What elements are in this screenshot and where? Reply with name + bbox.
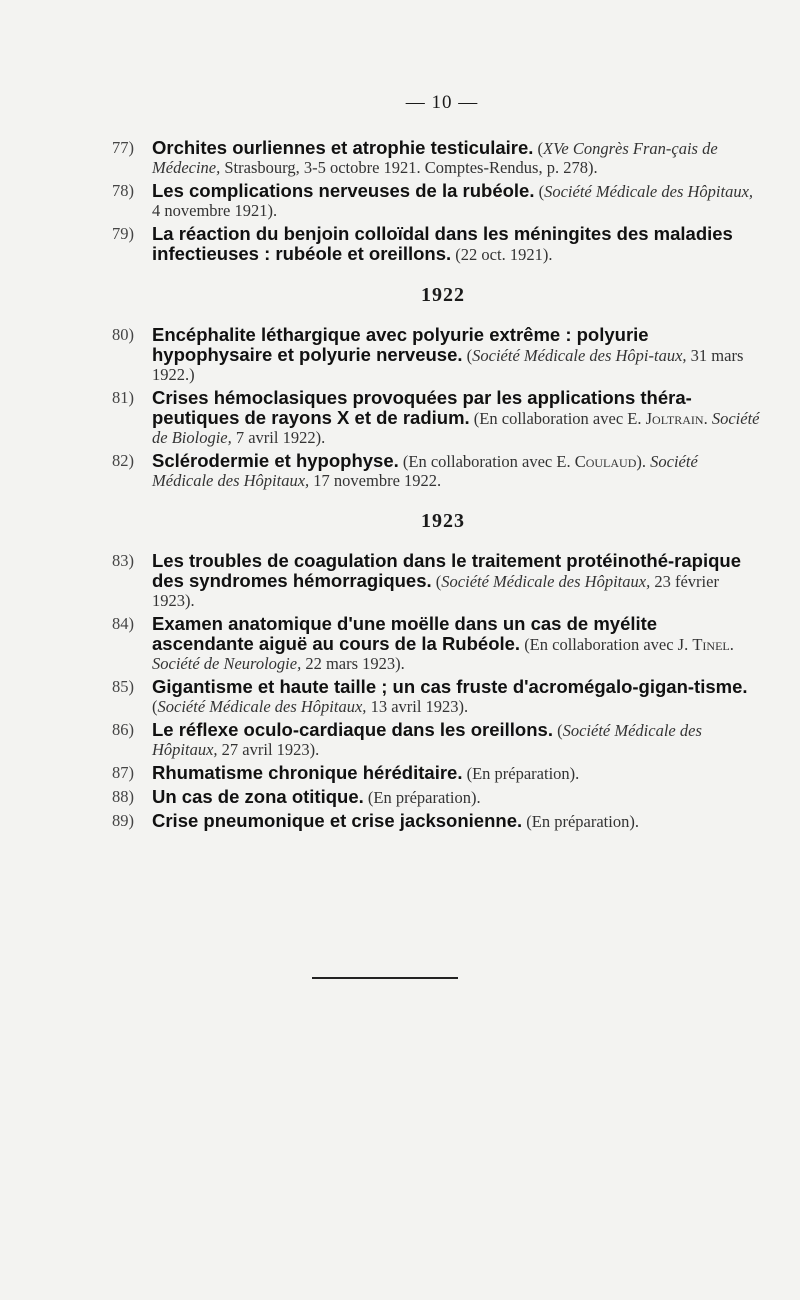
bibliography-entry — [112, 811, 762, 831]
ref-text: ( — [152, 697, 158, 716]
ref-date: 27 avril 1923). — [217, 740, 320, 759]
ref-date: 22 mars 1923). — [301, 654, 405, 673]
entry-number: 86) — [112, 720, 134, 739]
bibliography-entry — [112, 787, 762, 807]
entry-number: 79) — [112, 224, 134, 243]
ref-date: 13 avril 1923). — [366, 697, 469, 716]
ref-journal: Société Médicale des Hôpitaux, — [544, 182, 754, 201]
ref-text: (En collaboration avec J. — [520, 635, 693, 654]
ref-date: 23 février 1923). — [152, 572, 719, 610]
ref-author: Tinel. — [692, 635, 734, 654]
entry-number: 80) — [112, 325, 134, 344]
entry-number: 85) — [112, 677, 134, 696]
entry-title: Crises hémoclasiques provoquées par les applications théra-peutiques de rayons X et de radium. — [152, 387, 692, 428]
entry-reference — [152, 697, 468, 716]
ref-journal: Société Médicale des Hôpitaux, — [152, 452, 698, 490]
bibliography-entry — [112, 763, 762, 783]
page-number: — 10 — — [405, 92, 479, 113]
ref-journal: Société Médicale des Hôpi-taux, — [472, 346, 687, 365]
ref-journal: Société Médicale des Hôpitaux, — [441, 572, 651, 591]
entry-number: 84) — [112, 614, 134, 633]
ref-text: ( — [533, 139, 544, 158]
ref-journal: Société de Biologie, — [152, 409, 760, 447]
ref-text: ( — [462, 346, 473, 365]
bibliography-entry — [112, 224, 762, 264]
ref-journal: Société de Neurologie, — [152, 654, 302, 673]
entry-reference: (En préparation). — [462, 764, 580, 783]
ref-journal: XVe Congrès Fran-çais de Médecine, — [152, 139, 718, 177]
entry-title: Gigantisme et haute taille ; un cas fruste d'acromégalo-gigan-tisme. — [152, 676, 748, 697]
entry-title: La réaction du benjoin colloïdal dans les méningites des maladies infectieuses : rubéole et oreillons. — [152, 223, 733, 264]
entry-title: Un cas de zona otitique. — [152, 786, 364, 807]
ref-date: 17 novembre 1922. — [309, 471, 442, 490]
entry-number: 78) — [112, 181, 134, 200]
entry-number: 88) — [112, 787, 134, 806]
entry-number: 89) — [112, 811, 134, 830]
entry-number: 77) — [112, 138, 134, 157]
ref-text: ( — [552, 721, 563, 740]
entry-title: Les troubles de coagulation dans le traitement protéinothé-rapique des syndromes hémorragiques. — [152, 550, 742, 591]
bibliography-entry — [112, 181, 762, 220]
year-heading: 1923 — [421, 510, 465, 532]
entry-number: 83) — [112, 551, 134, 570]
entry-title: Sclérodermie et hypophyse. — [152, 450, 399, 471]
bibliography-entry — [112, 325, 762, 384]
entry-title: Les complications nerveuses de la rubéole. — [152, 180, 535, 201]
entry-reference — [451, 245, 552, 264]
bibliography-entry — [112, 614, 762, 673]
entry-reference: (En préparation). — [363, 788, 481, 807]
bibliography-page — [112, 92, 762, 835]
entry-title: Encéphalite léthargique avec polyurie extrême : polyurie hypophysaire et polyurie nerveuse. — [152, 324, 649, 365]
ref-date: 7 avril 1922). — [231, 428, 326, 447]
ref-author: Coulaud). — [574, 452, 646, 471]
entry-number: 82) — [112, 451, 134, 470]
ref-text: ( — [534, 182, 545, 201]
ref-text: (En collaboration avec E. — [469, 409, 646, 428]
ref-date: 31 mars 1922.) — [152, 346, 744, 384]
ref-date: 4 novembre 1921). — [152, 201, 278, 220]
bibliography-entry — [112, 451, 762, 490]
ref-journal: Société Médicale des Hôpitaux, — [157, 697, 367, 716]
ref-author: Joltrain. — [645, 409, 708, 428]
bibliography-entry — [112, 677, 762, 716]
entry-title: Examen anatomique d'une moëlle dans un cas de myélite ascendante aiguë au cours de la Rubéole. — [152, 613, 658, 654]
ref-text: (En collaboration avec E. — [398, 452, 575, 471]
entry-number: 87) — [112, 763, 134, 782]
entry-title: Le réflexe oculo-cardiaque dans les oreillons. — [152, 719, 553, 740]
end-rule — [312, 977, 458, 979]
entry-title: Crise pneumonique et crise jacksonienne. — [152, 810, 523, 831]
ref-text: ( — [451, 245, 461, 264]
entry-title: Orchites ourliennes et atrophie testiculaire. — [152, 137, 534, 158]
entry-reference: (En préparation). — [522, 812, 639, 831]
bibliography-entry — [112, 720, 762, 759]
entry-number: 81) — [112, 388, 134, 407]
ref-journal: Société Médicale des Hôpitaux, — [152, 721, 702, 759]
ref-date: Strasbourg, 3-5 octobre 1921. Comptes-Rendus, p. 278). — [220, 158, 598, 177]
year-heading: 1922 — [421, 284, 465, 306]
bibliography-entry — [112, 138, 762, 177]
entry-title: Rhumatisme chronique héréditaire. — [152, 762, 463, 783]
ref-date: 22 oct. 1921). — [460, 245, 553, 264]
bibliography-entry — [112, 388, 762, 447]
ref-text: ( — [431, 572, 442, 591]
bibliography-entry — [112, 551, 762, 610]
